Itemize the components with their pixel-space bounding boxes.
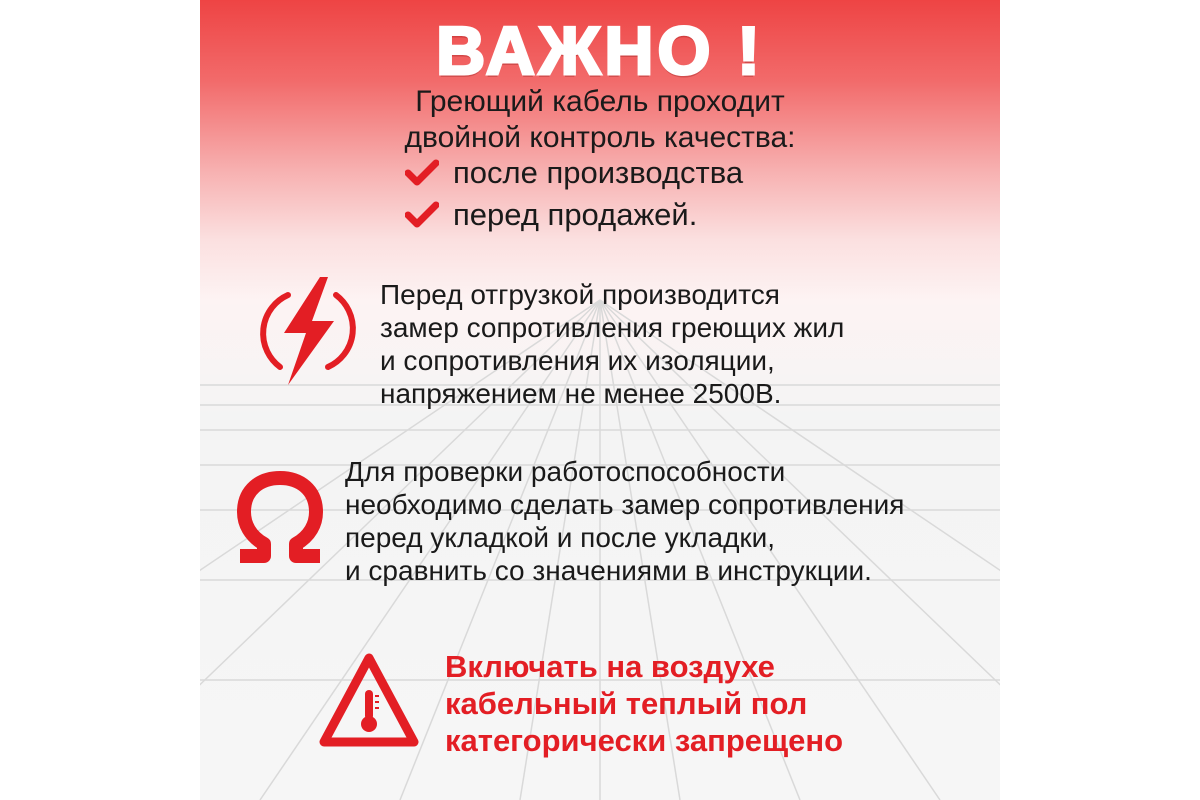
resistance-line-4: и сравнить со значениями в инструкции.	[345, 555, 872, 586]
warning-text	[445, 648, 843, 759]
omega-icon	[230, 470, 330, 565]
intro-line-1: Греющий кабель проходит	[415, 85, 785, 118]
info-panel	[200, 0, 1000, 800]
check-label: перед продажей.	[453, 197, 698, 232]
lightning-bolt-icon	[258, 275, 358, 387]
warning-line-3: категорически запрещено	[445, 723, 844, 758]
intro-line-2: двойной контроль качества:	[404, 121, 796, 154]
intro-text	[200, 84, 1000, 156]
check-label: после производства	[453, 155, 744, 190]
check-icon	[405, 159, 439, 187]
resistance-line-2: необходимо сделать замер сопротивления	[345, 489, 905, 520]
warning-thermometer-icon	[318, 652, 420, 750]
check-list	[405, 152, 743, 236]
shipment-test-text	[380, 278, 844, 410]
shipment-line-4: напряжением не менее 2500В.	[380, 378, 782, 409]
resistance-check-text	[345, 455, 904, 587]
check-icon	[405, 201, 439, 229]
shipment-line-1: Перед отгрузкой производится	[380, 279, 780, 310]
resistance-line-3: перед укладкой и после укладки,	[345, 522, 776, 553]
check-item-2	[405, 194, 743, 236]
warning-line-2: кабельный теплый пол	[445, 686, 808, 721]
shipment-line-3: и сопротивления их изоляции,	[380, 345, 775, 376]
shipment-line-2: замер сопротивления греющих жил	[380, 312, 845, 343]
page-title: ВАЖНО !	[436, 13, 764, 89]
warning-line-1: Включать на воздухе	[445, 649, 775, 684]
check-item-1	[405, 152, 743, 194]
resistance-line-1: Для проверки работоспособности	[345, 456, 786, 487]
